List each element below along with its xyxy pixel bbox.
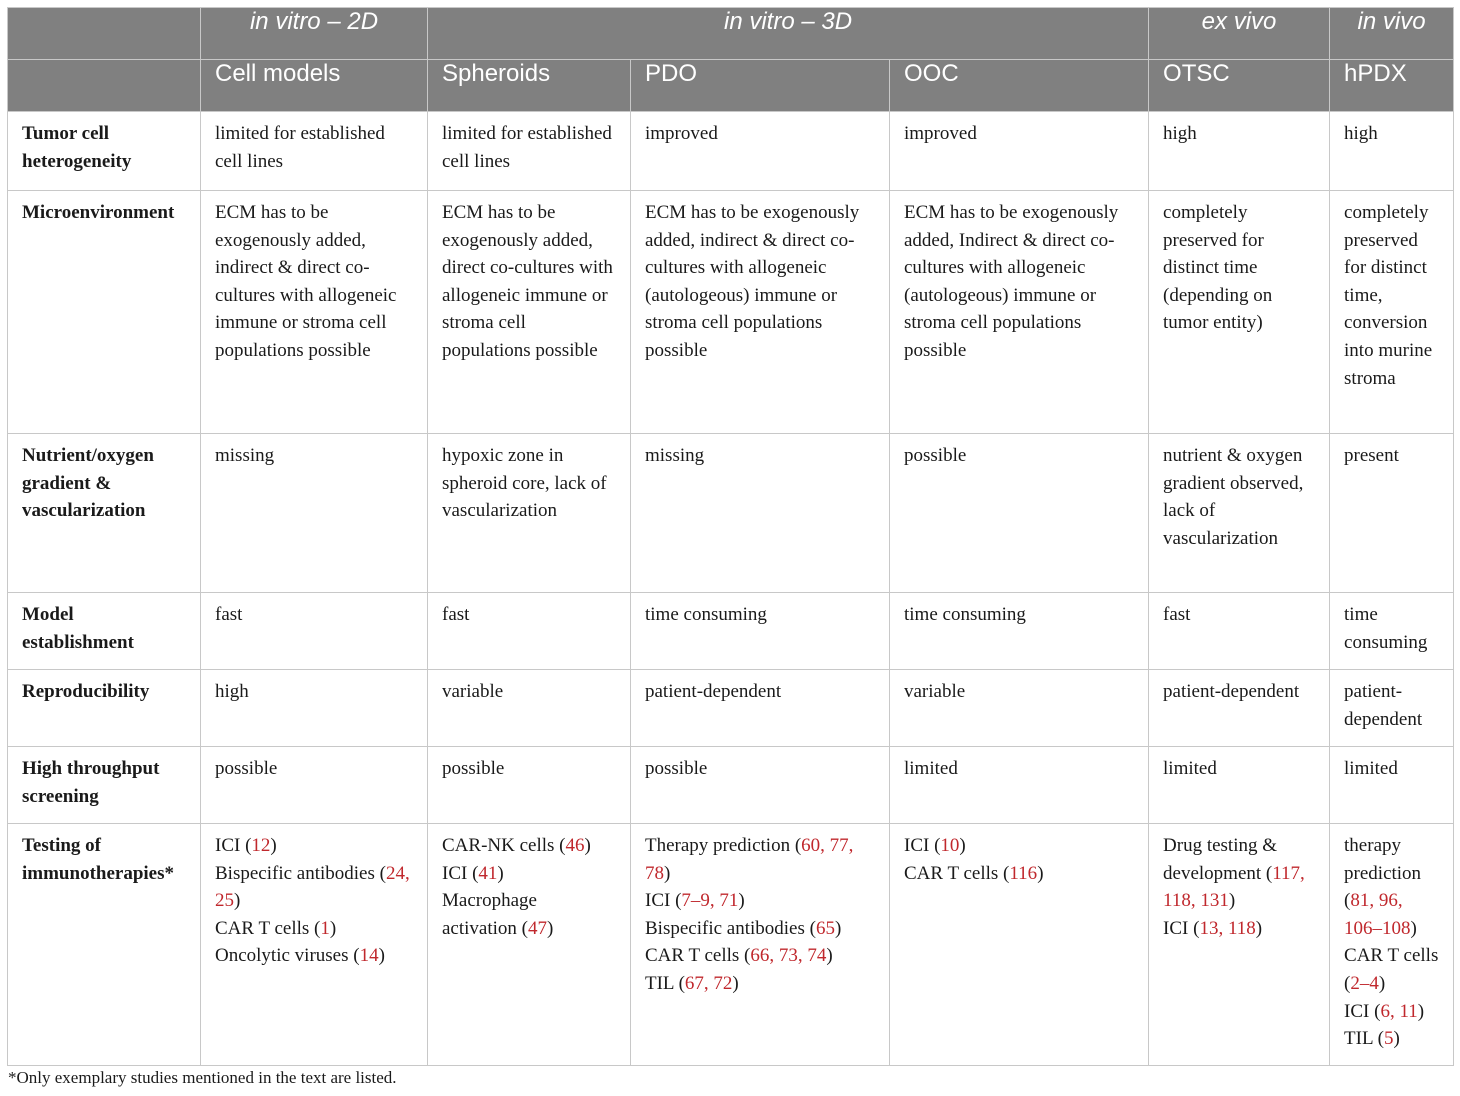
reference-link[interactable]: 60, 77, 78 [645,835,854,884]
citation-close: ) [547,917,554,939]
table-cell [428,824,631,1066]
reference-link[interactable]: 13, 118 [1199,917,1256,939]
citation-line [1163,832,1315,915]
table-cell: patient-dependent [1330,670,1454,747]
citation-line [215,832,413,860]
citation-text: Bispecific antibodies ( [215,862,386,884]
citation-text: Bispecific antibodies ( [645,917,816,939]
citation-line [645,887,875,915]
table-body [8,112,1454,1066]
row-label: Microenvironment [8,191,201,434]
citation-close: ) [738,890,745,912]
row-label: Testing of immunotherapies* [8,824,201,1066]
reference-link[interactable]: 46 [565,835,585,856]
table-cell: limited [890,747,1149,824]
reference-link[interactable]: 117, 118, 131 [1163,862,1305,912]
reference-link[interactable]: 67, 72 [684,972,733,994]
table-cell: completely preserved for distinct time (depending on tumor entity) [1149,191,1330,434]
citation-line [442,887,616,942]
table-cell: time consuming [890,593,1149,670]
header-column-row [8,60,1454,112]
table-cell: present [1330,434,1454,593]
citation-text: Oncolytic viruses ( [215,945,360,967]
citation-close: ) [1255,917,1263,939]
citation-line [645,832,875,887]
citation-text: therapy prediction ( [1344,835,1422,912]
reference-link[interactable]: 116 [1009,862,1038,884]
reference-link[interactable]: 2–4 [1350,972,1379,994]
table-cell: ECM has to be exogenously added, Indirect & direct co-cultures with allogeneic (autologeous) immune or stroma cell populations possible [890,191,1149,434]
table-cell: high [1149,112,1330,191]
row-label: Model establishment [8,593,201,670]
table-cell: missing [201,434,428,593]
table-row [8,670,1454,747]
reference-link[interactable]: 47 [528,917,547,939]
table-cell: missing [631,434,890,593]
table-cell: limited for established cell lines [428,112,631,191]
table-cell: patient-dependent [631,670,890,747]
citation-text: ICI ( [645,890,682,912]
table-cell [1149,824,1330,1066]
header-group-in-vitro-3d: in vitro – 3D [428,8,1149,60]
citation-text: CAR T cells ( [645,945,751,967]
table-row [8,191,1454,434]
reference-link[interactable]: 1 [320,917,330,939]
citation-text: CAR T cells ( [1344,945,1439,994]
table-cell: ECM has to be exogenously added, indirect & direct co-cultures with allogeneic immune or stroma cell populations possible [201,191,428,434]
table-cell: variable [428,670,631,747]
citation-close: ) [584,835,591,856]
citation-close: ) [1417,1000,1425,1022]
reference-link[interactable]: 7–9, 71 [681,890,739,912]
citation-text: TIL ( [645,972,685,994]
table-cell: limited [1149,747,1330,824]
reference-link[interactable]: 12 [251,835,271,856]
citation-text: ICI ( [215,835,252,856]
table-cell: fast [1149,593,1330,670]
header-col-otsc: OTSC [1149,60,1330,112]
table-row [8,747,1454,824]
citation-close: ) [826,945,833,967]
header-group-in-vivo: in vivo [1330,8,1454,60]
citation-close: ) [329,917,337,939]
header-col-spheroids: Spheroids [428,60,631,112]
citation-line [904,860,1134,888]
citation-close: ) [378,945,385,967]
header-col-pdo: PDO [631,60,890,112]
citation-text: ICI ( [1344,1000,1381,1022]
row-label: Tumor cell heterogeneity [8,112,201,191]
citation-text: Drug testing & development ( [1163,835,1278,884]
citation-close: ) [959,835,966,856]
table-row [8,434,1454,593]
table-cell: high [1330,112,1454,191]
reference-link[interactable]: 66, 73, 74 [750,945,827,967]
citation-text: Macrophage activation ( [442,890,537,939]
header-col-empty [8,60,201,112]
citation-text: ICI ( [442,862,479,884]
citation-line [1344,998,1439,1026]
table-row-immunotherapies [8,824,1454,1066]
citation-line [1344,832,1439,942]
table-cell: hypoxic zone in spheroid core, lack of vascularization [428,434,631,593]
table-cell: time consuming [1330,593,1454,670]
reference-link[interactable]: 24, 25 [215,862,410,912]
reference-link[interactable]: 5 [1383,1028,1394,1050]
header-col-cell-models: Cell models [201,60,428,112]
citation-line [904,832,1134,860]
citation-line [215,915,413,943]
header-col-hpdx: hPDX [1330,60,1454,112]
header-group-row [8,8,1454,60]
header-col-ooc: OOC [890,60,1149,112]
reference-link[interactable]: 65 [815,917,835,939]
header-group-empty [8,8,201,60]
table-cell: possible [201,747,428,824]
reference-link[interactable]: 81, 96, 106–108 [1344,890,1411,939]
table-cell: ECM has to be exogenously added, indirect & direct co-cultures with allogeneic (autologeous) immune or stroma cell populations possible [631,191,890,434]
table-cell: variable [890,670,1149,747]
table-cell [201,824,428,1066]
citation-close: ) [270,835,277,856]
citation-line [645,915,875,943]
citation-close: ) [1378,972,1386,994]
citation-line [645,942,875,970]
citation-close: ) [1037,862,1044,884]
row-label: High throughput screening [8,747,201,824]
table-cell: limited for established cell lines [201,112,428,191]
table-cell: improved [890,112,1149,191]
row-label: Reproducibility [8,670,201,747]
citation-close: ) [497,862,504,884]
reference-link[interactable]: 14 [359,945,379,967]
table-cell: ECM has to be exogenously added, direct co-cultures with allogeneic immune or stroma cell populations possible [428,191,631,434]
table-header [8,8,1454,112]
table-cell: fast [201,593,428,670]
table-cell [631,824,890,1066]
reference-link[interactable]: 41 [478,862,498,884]
citation-line [1163,915,1315,943]
citation-line [442,860,616,888]
row-label: Nutrient/oxygen gradient & vascularization [8,434,201,593]
table-cell: improved [631,112,890,191]
table-cell [1330,824,1454,1066]
citation-close: ) [834,917,842,939]
comparison-table [7,7,1454,1066]
citation-text: ICI ( [1163,917,1200,939]
citation-line [215,942,413,970]
citation-text: ICI ( [904,835,941,856]
reference-link[interactable]: 10 [940,835,960,856]
citation-line [1344,1025,1439,1053]
reference-link[interactable]: 6, 11 [1380,1000,1418,1022]
table-cell: completely preserved for distinct time, conversion into murine stroma [1330,191,1454,434]
citation-text: Therapy prediction ( [645,835,802,856]
citation-close: ) [234,890,241,912]
table-cell: high [201,670,428,747]
table-row [8,112,1454,191]
table-row [8,593,1454,670]
citation-line [442,832,616,860]
citation-text: TIL ( [1344,1028,1384,1050]
table-cell [890,824,1149,1066]
citation-close: ) [1393,1028,1400,1050]
citation-line [1344,942,1439,997]
citation-text: CAR T cells ( [904,862,1010,884]
header-group-in-vitro-2d: in vitro – 2D [201,8,428,60]
table-cell: possible [428,747,631,824]
table-cell: time consuming [631,593,890,670]
citation-close: ) [664,862,671,884]
citation-close: ) [732,972,739,994]
table-footnote: *Only exemplary studies mentioned in the text are listed. [8,1068,397,1087]
table-cell: fast [428,593,631,670]
header-group-ex-vivo: ex vivo [1149,8,1330,60]
citation-text: CAR-NK cells ( [442,835,566,856]
citation-line [645,970,875,998]
table-cell: limited [1330,747,1454,824]
citation-line [215,860,413,915]
table-cell: possible [631,747,890,824]
citation-close: ) [1228,890,1236,912]
table-cell: patient-dependent [1149,670,1330,747]
citation-close: ) [1410,917,1417,939]
table-cell: nutrient & oxygen gradient observed, lack of vascularization [1149,434,1330,593]
table-cell: possible [890,434,1149,593]
citation-text: CAR T cells ( [215,917,321,939]
